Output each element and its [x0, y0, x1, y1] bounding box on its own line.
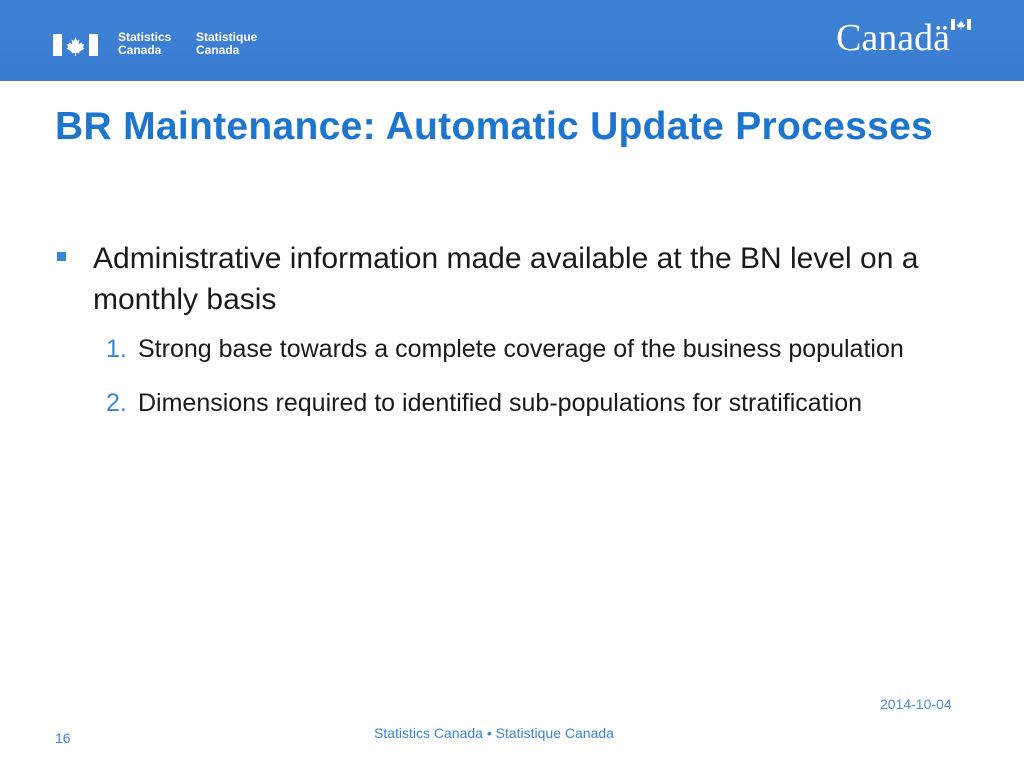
sub-list-item: [106, 384, 973, 423]
sub-list-item: [106, 330, 973, 369]
agency-fr-line-1: Statistique: [196, 30, 258, 44]
slide-body: [0, 238, 1024, 438]
wordmark-flag-icon: [951, 19, 971, 30]
header-bar: [0, 0, 1024, 81]
agency-name-french: [196, 31, 257, 57]
bullet-text: Administrative information made available at the BN level on a monthly basis: [93, 242, 919, 316]
numbered-sub-list: [106, 330, 973, 423]
sub-item-text: Dimensions required to identified sub-populations for stratification: [138, 389, 862, 417]
bullet-item: [93, 238, 973, 423]
page-number: 16: [55, 730, 71, 746]
agency-fr-line-2: Canada: [196, 43, 240, 57]
agency-name-english: [118, 31, 171, 57]
sub-item-number: 1.: [106, 335, 127, 363]
square-bullet-icon: [57, 252, 66, 261]
canada-flag-icon: [53, 34, 98, 56]
agency-en-line-1: Statistics: [118, 30, 172, 44]
slide-title: BR Maintenance: Automatic Update Processes: [55, 105, 934, 148]
agency-en-line-2: Canada: [118, 43, 162, 57]
footer-agency-text: Statistics Canada • Statistique Canada: [374, 725, 614, 741]
footer-date: 2014-10-04: [880, 696, 952, 712]
canada-wordmark: Canadä: [836, 17, 950, 59]
sub-item-number: 2.: [106, 389, 127, 417]
sub-item-text: Strong base towards a complete coverage of the business population: [138, 335, 904, 363]
